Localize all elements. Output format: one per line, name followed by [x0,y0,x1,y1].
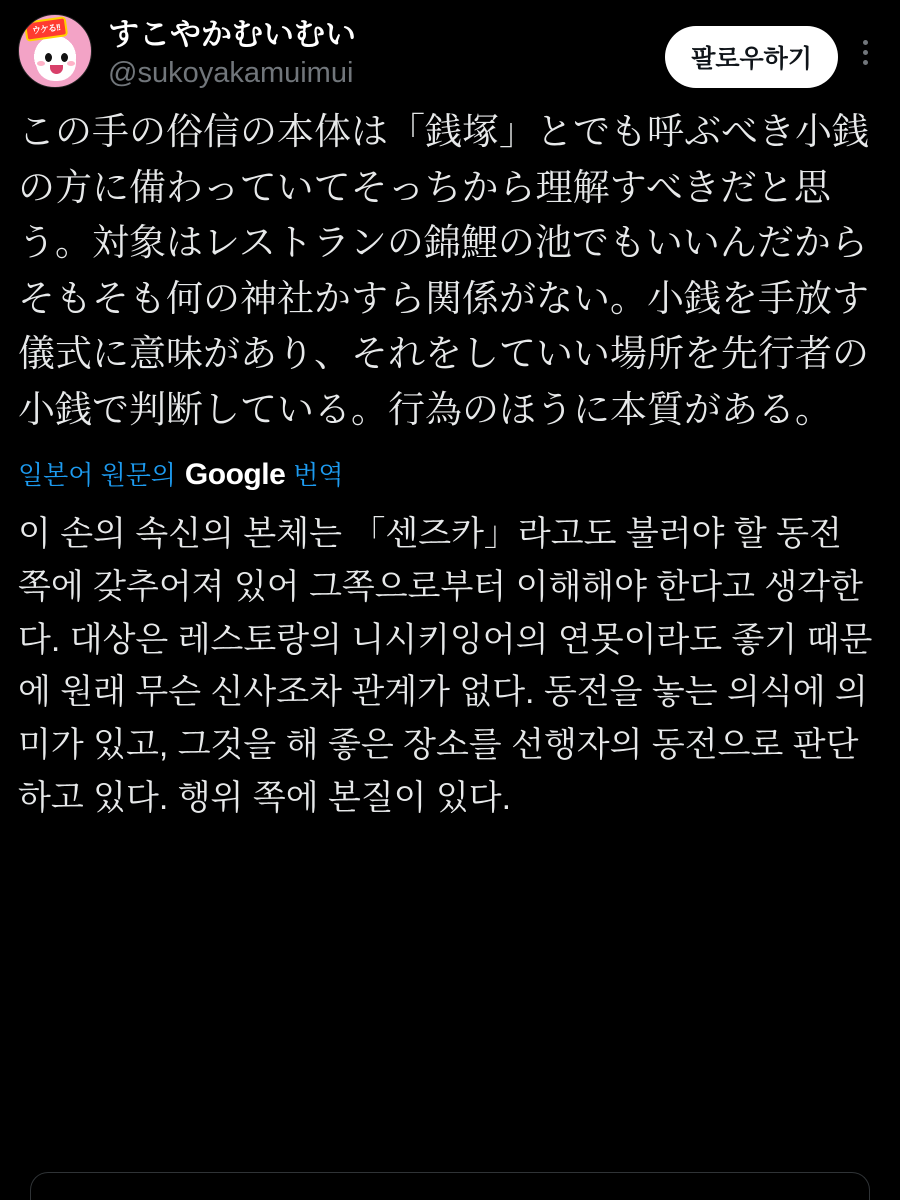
avatar-eye-right-icon [61,53,68,62]
account-names [108,14,665,90]
translation-attribution[interactable] [0,437,900,492]
avatar-cheek-right-icon [67,61,75,66]
display-name[interactable]: すこやかむいむい [108,17,356,52]
follow-button[interactable]: 팔로우하기 [665,26,838,88]
media-card-preview[interactable] [30,1172,870,1200]
post-original-text: この手の俗信の本体は「銭塚」とでも呼ぶべき小銭の方に備わっていてそっちから理解すべきだと思う。対象はレストランの錦鯉の池でもいいんだからそもそも何の神社かすら関係がない。小銭を手放す儀式に意味があり、それをしていい場所を先行者の小銭で判断している。行為のほうに本質がある。 [18,111,869,430]
translation-suffix-label: 번역 [293,460,344,491]
avatar[interactable] [18,14,92,88]
account-handle[interactable]: @sukoyakamuimui [108,56,354,89]
more-options-icon[interactable] [852,32,878,72]
google-wordmark: Google [184,458,286,492]
avatar-badge: ウケる!! [24,16,68,42]
avatar-cheek-left-icon [37,61,45,66]
post-translated-text: 이 손의 속신의 본체는 「센즈카」라고도 불러야 할 동전 쪽에 갖추어져 있어 그쪽으로부터 이해해야 한다고 생각한다. 대상은 레스토랑의 니시키잉어의 연못이라도 좋기 때문에 원래 무슨 신사조차 관계가 없다. 동전을 놓는 의식에 의미가 있고, 그것을 해 좋은 장소를 선행자의 동전으로 판단하고 있다. 행위 쪽에 본질이 있다. [18,515,873,817]
tweet-header [0,0,900,90]
translation-prefix-label: 일본어 원문의 [18,460,176,491]
avatar-eye-left-icon [45,53,52,62]
